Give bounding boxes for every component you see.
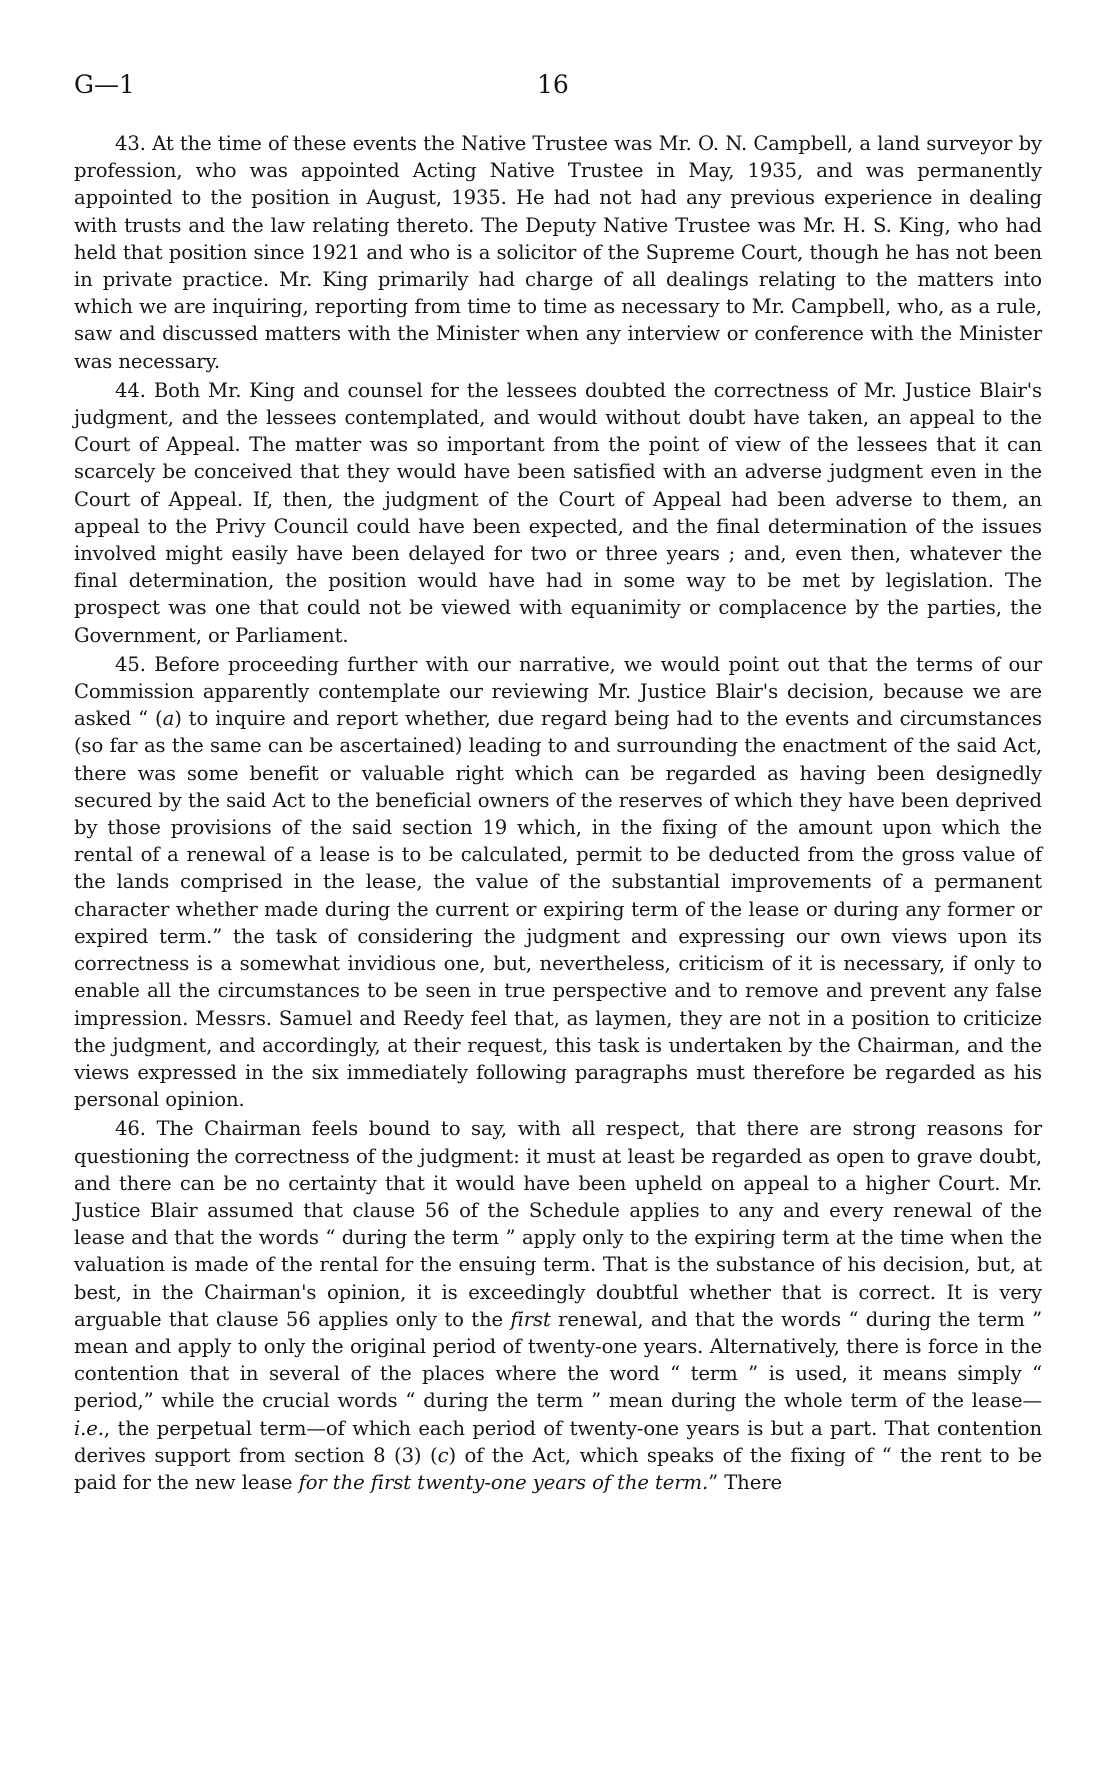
paragraph-46 — [74, 1115, 1042, 1496]
paragraph-45 — [74, 651, 1042, 1113]
paragraph-text: ) to inquire and report whether, due regard being had to the events and circumstances (so far as the same can be ascertained) leading to and surrounding the enactment of the said Act, there was some benefit or valuable right which can be regarded as having been designedly secured by the said Act to the beneficial owners of the reserves of which they have been deprived by those provisions of the said section 19 which, in the fixing of the amount upon which the rental of a renewal of a lease is to be calculated, permit to be deducted from the gross value of the lands comprised in the lease, the value of the substantial improvements of a permanent character whether made during the current or expiring term of the lease or during any former or expired term.” the task of considering the judgment and expressing our own views upon its correctness is a somewhat invidious one, but, nevertheless, criticism of it is necessary, if only to enable all the circumstances to be seen in true perspective and to remove and prevent any false impression. Messrs. Samuel and Reedy feel that, as laymen, they are not in a position to criticize the judgment, and accordingly, at their request, this task is undertaken by the Chairman, and the views expressed in the six immediately following paragraphs must therefore be regarded as his personal opinion. — [74, 707, 1043, 1112]
paragraph-number: 44. — [115, 378, 146, 402]
page-reference: G—1 — [74, 70, 135, 99]
body-text — [74, 130, 1042, 1496]
paragraph-text: ) of the Act, which speaks of the fixing of “ the rent to be paid for the new lease — [74, 1443, 1042, 1494]
paragraph-text: At the time of these events the Native Trustee was Mr. O. N. Campbell, a land surveyor by profession, who was appointed Acting Native Trustee in May, 1935, and was permanently appointed to the position in August, 1935. He had not had any previous experience in dealing with trusts and the law relating thereto. The Deputy Native Trustee was Mr. H. S. King, who had held that position since 1921 and who is a solicitor of the Supreme Court, though he has not been in private practice. Mr. King primarily had charge of all dealings relating to the matters into which we are inquiring, reporting from time to time as necessary to Mr. Campbell, who, as a rule, saw and discussed matters with the Minister when any interview or conference with the Minister was necessary. — [74, 132, 1042, 373]
paragraph-44 — [74, 377, 1042, 649]
paragraph-43 — [74, 130, 1042, 375]
paragraph-text: ” There — [708, 1470, 782, 1494]
paragraph-number: 45. — [115, 652, 146, 676]
paragraph-text: Both Mr. King and counsel for the lessees doubted the correctness of Mr. Justice Blair's judgment, and the lessees contemplated, and would without doubt have taken, an appeal to the Court of Appeal. The matter was so important from the point of view of the lessees that it can scarcely be conceived that they would have been satisfied with an adverse judgment even in the Court of Appeal. If, then, the judgment of the Court of Appeal had been adverse to them, an appeal to the Privy Council could have been expected, and the final determination of the issues involved might easily have been delayed for two or three years ; and, even then, whatever the final determination, the position would have had in some way to be met by legislation. The prospect was one that could not be viewed with equanimity or complacence by the parties, the Government, or Parliament. — [74, 378, 1042, 647]
italic-text: first — [510, 1307, 551, 1331]
paragraph-text: The Chairman feels bound to say, with all respect, that there are strong reasons for questioning the correctness of the judgment: it must at least be regarded as open to grave doubt, and there can be no certainty that it would have been upheld on appeal to a higher Court. Mr. Justice Blair assumed that clause 56 of the Schedule applies to any and every renewal of the lease and that the words “ during the term ” apply only to the expiring term at the time when the valuation is made of the rental for the ensuing term. That is the substance of his decision, but, at best, in the Chairman's opinion, it is exceedingly doubtful whether that is correct. It is very arguable that clause 56 applies only to the — [74, 1117, 1042, 1331]
paragraph-text: renewal, and that the words “ during the term ” mean and apply to only the original period of twenty-one years. Alternatively, there is force in the contention that in several of the places where the word “ term ” is used, it means simply “ period,” while the crucial words “ during the term ” mean during the whole term of the lease— — [74, 1307, 1043, 1413]
italic-text: for the first twenty-one years of the term. — [298, 1470, 709, 1494]
paragraph-number: 46. — [115, 1117, 146, 1141]
italic-text: i.e. — [74, 1416, 104, 1440]
italic-text: a — [162, 707, 175, 731]
page-number: 16 — [537, 70, 569, 99]
paragraph-number: 43. — [115, 132, 146, 155]
page-header — [74, 70, 1040, 110]
italic-text: c — [437, 1443, 449, 1467]
paragraph-text: Before proceeding further with our narrative, we would point out that the terms of our Commission apparently contemplate our reviewing Mr. Justice Blair's decision, because we are asked “ ( — [74, 652, 1042, 731]
paragraph-text: , the perpetual term—of which each period of twenty-one years is but a part. That contention derives support from section 8 (3) ( — [74, 1416, 1042, 1467]
